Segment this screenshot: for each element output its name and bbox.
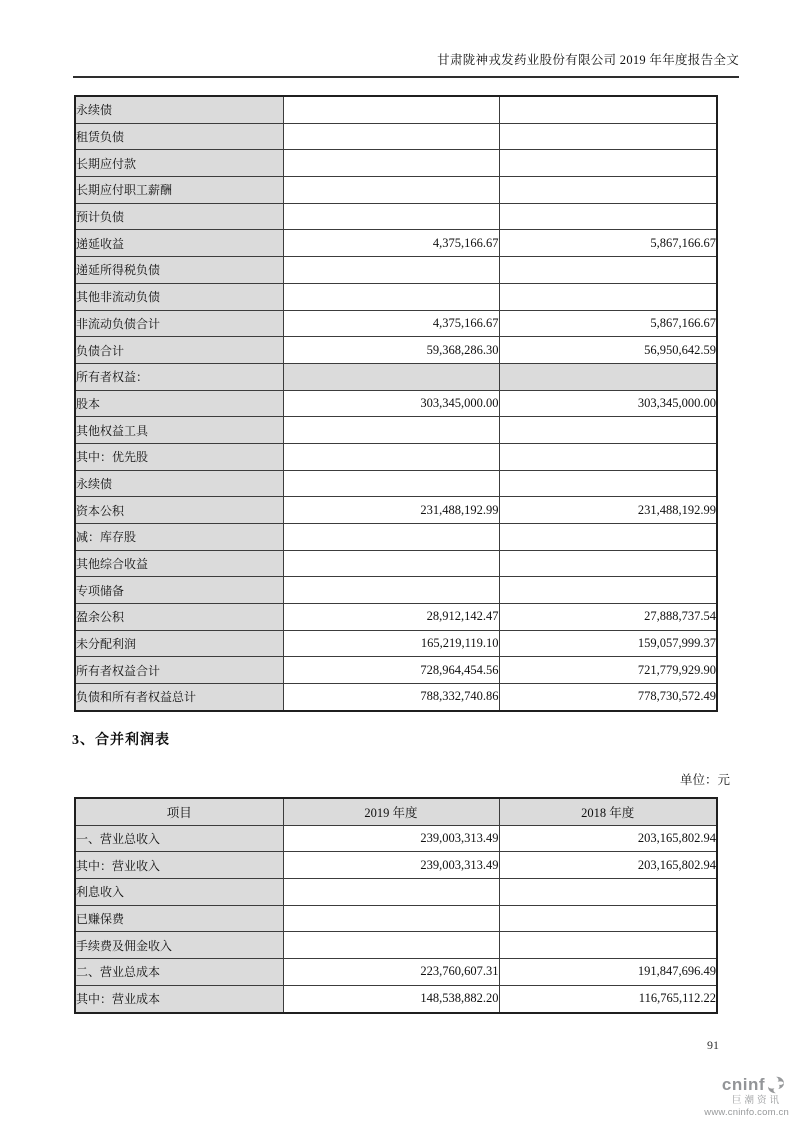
row-value-2018 [499, 932, 717, 959]
row-label: 递延收益 [75, 230, 283, 257]
row-value-2018 [499, 524, 717, 551]
row-value-2019: 223,760,607.31 [283, 959, 499, 986]
row-label: 资本公积 [75, 497, 283, 524]
row-label: 一、营业总收入 [75, 825, 283, 852]
row-value-2019 [283, 417, 499, 444]
section-heading-income-statement: 3、合并利润表 [72, 733, 170, 748]
table-header-row [75, 798, 717, 825]
row-label: 其他非流动负债 [75, 283, 283, 310]
row-value-2018 [499, 177, 717, 204]
row-value-2018: 203,165,802.94 [499, 825, 717, 852]
row-value-2018 [499, 417, 717, 444]
row-value-2018 [499, 96, 717, 123]
row-value-2018: 5,867,166.67 [499, 230, 717, 257]
table-row [75, 959, 717, 986]
row-value-2019 [283, 879, 499, 906]
row-value-2018: 116,765,112.22 [499, 985, 717, 1012]
table-row [75, 630, 717, 657]
document-header-title: 甘肃陇神戎发药业股份有限公司 2019 年年度报告全文 [437, 53, 739, 67]
row-value-2019 [283, 470, 499, 497]
row-value-2018: 721,779,929.90 [499, 657, 717, 684]
row-value-2018: 56,950,642.59 [499, 337, 717, 364]
row-label: 所有者权益合计 [75, 657, 283, 684]
row-value-2018 [499, 879, 717, 906]
row-label: 非流动负债合计 [75, 310, 283, 337]
row-value-2019 [283, 123, 499, 150]
row-value-2019: 165,219,119.10 [283, 630, 499, 657]
row-label: 其中：优先股 [75, 443, 283, 470]
row-value-2019: 59,368,286.30 [283, 337, 499, 364]
table-row [75, 283, 717, 310]
row-label: 已赚保费 [75, 905, 283, 932]
balance-sheet-continuation-table [74, 95, 718, 712]
table-row [75, 363, 717, 390]
table-row [75, 257, 717, 284]
cninfo-logo [679, 1075, 789, 1118]
table-row [75, 470, 717, 497]
row-value-2018: 159,057,999.37 [499, 630, 717, 657]
row-label: 减：库存股 [75, 524, 283, 551]
table-row [75, 150, 717, 177]
row-value-2019 [283, 150, 499, 177]
column-header-2019: 2019 年度 [283, 798, 499, 825]
table-row [75, 550, 717, 577]
column-header-item: 项目 [75, 798, 283, 825]
column-header-2018: 2018 年度 [499, 798, 717, 825]
row-value-2018 [499, 443, 717, 470]
row-label: 未分配利润 [75, 630, 283, 657]
row-value-2018: 27,888,737.54 [499, 604, 717, 631]
table-row [75, 230, 717, 257]
row-label: 二、营业总成本 [75, 959, 283, 986]
table-row [75, 417, 717, 444]
row-value-2019: 788,332,740.86 [283, 684, 499, 711]
row-label: 股本 [75, 390, 283, 417]
row-value-2018 [499, 577, 717, 604]
row-label: 递延所得税负债 [75, 257, 283, 284]
row-value-2019: 239,003,313.49 [283, 825, 499, 852]
row-value-2018: 203,165,802.94 [499, 852, 717, 879]
row-label: 负债和所有者权益总计 [75, 684, 283, 711]
row-value-2019: 4,375,166.67 [283, 310, 499, 337]
row-value-2018 [499, 363, 717, 390]
table-row [75, 577, 717, 604]
table-row [75, 497, 717, 524]
income-statement-table [74, 797, 718, 1014]
row-value-2018 [499, 150, 717, 177]
row-label: 其中：营业收入 [75, 852, 283, 879]
row-value-2019 [283, 577, 499, 604]
row-value-2019: 303,345,000.00 [283, 390, 499, 417]
row-label: 永续债 [75, 96, 283, 123]
row-label: 其他权益工具 [75, 417, 283, 444]
row-value-2019: 28,912,142.47 [283, 604, 499, 631]
table-row [75, 177, 717, 204]
row-label: 利息收入 [75, 879, 283, 906]
row-label: 其中：营业成本 [75, 985, 283, 1012]
row-value-2018 [499, 550, 717, 577]
row-value-2018: 5,867,166.67 [499, 310, 717, 337]
row-value-2018: 191,847,696.49 [499, 959, 717, 986]
table-row [75, 905, 717, 932]
table-row [75, 203, 717, 230]
row-value-2018: 231,488,192.99 [499, 497, 717, 524]
row-label: 手续费及佣金收入 [75, 932, 283, 959]
table-row [75, 825, 717, 852]
row-value-2019: 239,003,313.49 [283, 852, 499, 879]
unit-label: 单位：元 [679, 773, 730, 787]
row-value-2019 [283, 550, 499, 577]
row-label: 长期应付款 [75, 150, 283, 177]
row-value-2018 [499, 905, 717, 932]
row-value-2019 [283, 363, 499, 390]
table-row [75, 310, 717, 337]
table-row [75, 684, 717, 711]
table-row [75, 337, 717, 364]
row-label: 负债合计 [75, 337, 283, 364]
row-value-2019 [283, 177, 499, 204]
row-label: 租赁负债 [75, 123, 283, 150]
row-label: 永续债 [75, 470, 283, 497]
page-number: 91 [707, 1038, 719, 1052]
row-label: 其他综合收益 [75, 550, 283, 577]
row-label: 所有者权益： [75, 363, 283, 390]
cninfo-logo-chinese-name: 巨潮资讯 [731, 1095, 782, 1106]
cninfo-logo-url: www.cninfo.com.cn [704, 1107, 789, 1118]
table-row [75, 932, 717, 959]
table-row [75, 985, 717, 1012]
row-value-2018 [499, 123, 717, 150]
table-row [75, 443, 717, 470]
row-value-2018 [499, 203, 717, 230]
table-row [75, 879, 717, 906]
table-row [75, 852, 717, 879]
row-label: 专项储备 [75, 577, 283, 604]
table-row [75, 524, 717, 551]
table-row [75, 96, 717, 123]
row-value-2019 [283, 96, 499, 123]
row-value-2018: 303,345,000.00 [499, 390, 717, 417]
row-value-2019 [283, 257, 499, 284]
table-row [75, 604, 717, 631]
row-value-2019 [283, 932, 499, 959]
table-row [75, 657, 717, 684]
row-value-2019: 728,964,454.56 [283, 657, 499, 684]
row-value-2019 [283, 905, 499, 932]
row-label: 预计负债 [75, 203, 283, 230]
row-value-2019 [283, 283, 499, 310]
cninfo-logo-text: cninf [721, 1075, 765, 1094]
row-value-2018: 778,730,572.49 [499, 684, 717, 711]
row-value-2019: 148,538,882.20 [283, 985, 499, 1012]
row-label: 盈余公积 [75, 604, 283, 631]
row-value-2018 [499, 257, 717, 284]
row-value-2019 [283, 203, 499, 230]
row-value-2019 [283, 524, 499, 551]
row-value-2019: 231,488,192.99 [283, 497, 499, 524]
document-header [73, 50, 739, 78]
row-value-2018 [499, 470, 717, 497]
row-label: 长期应付职工薪酬 [75, 177, 283, 204]
table-row [75, 123, 717, 150]
row-value-2019: 4,375,166.67 [283, 230, 499, 257]
row-value-2019 [283, 443, 499, 470]
row-value-2018 [499, 283, 717, 310]
table-row [75, 390, 717, 417]
